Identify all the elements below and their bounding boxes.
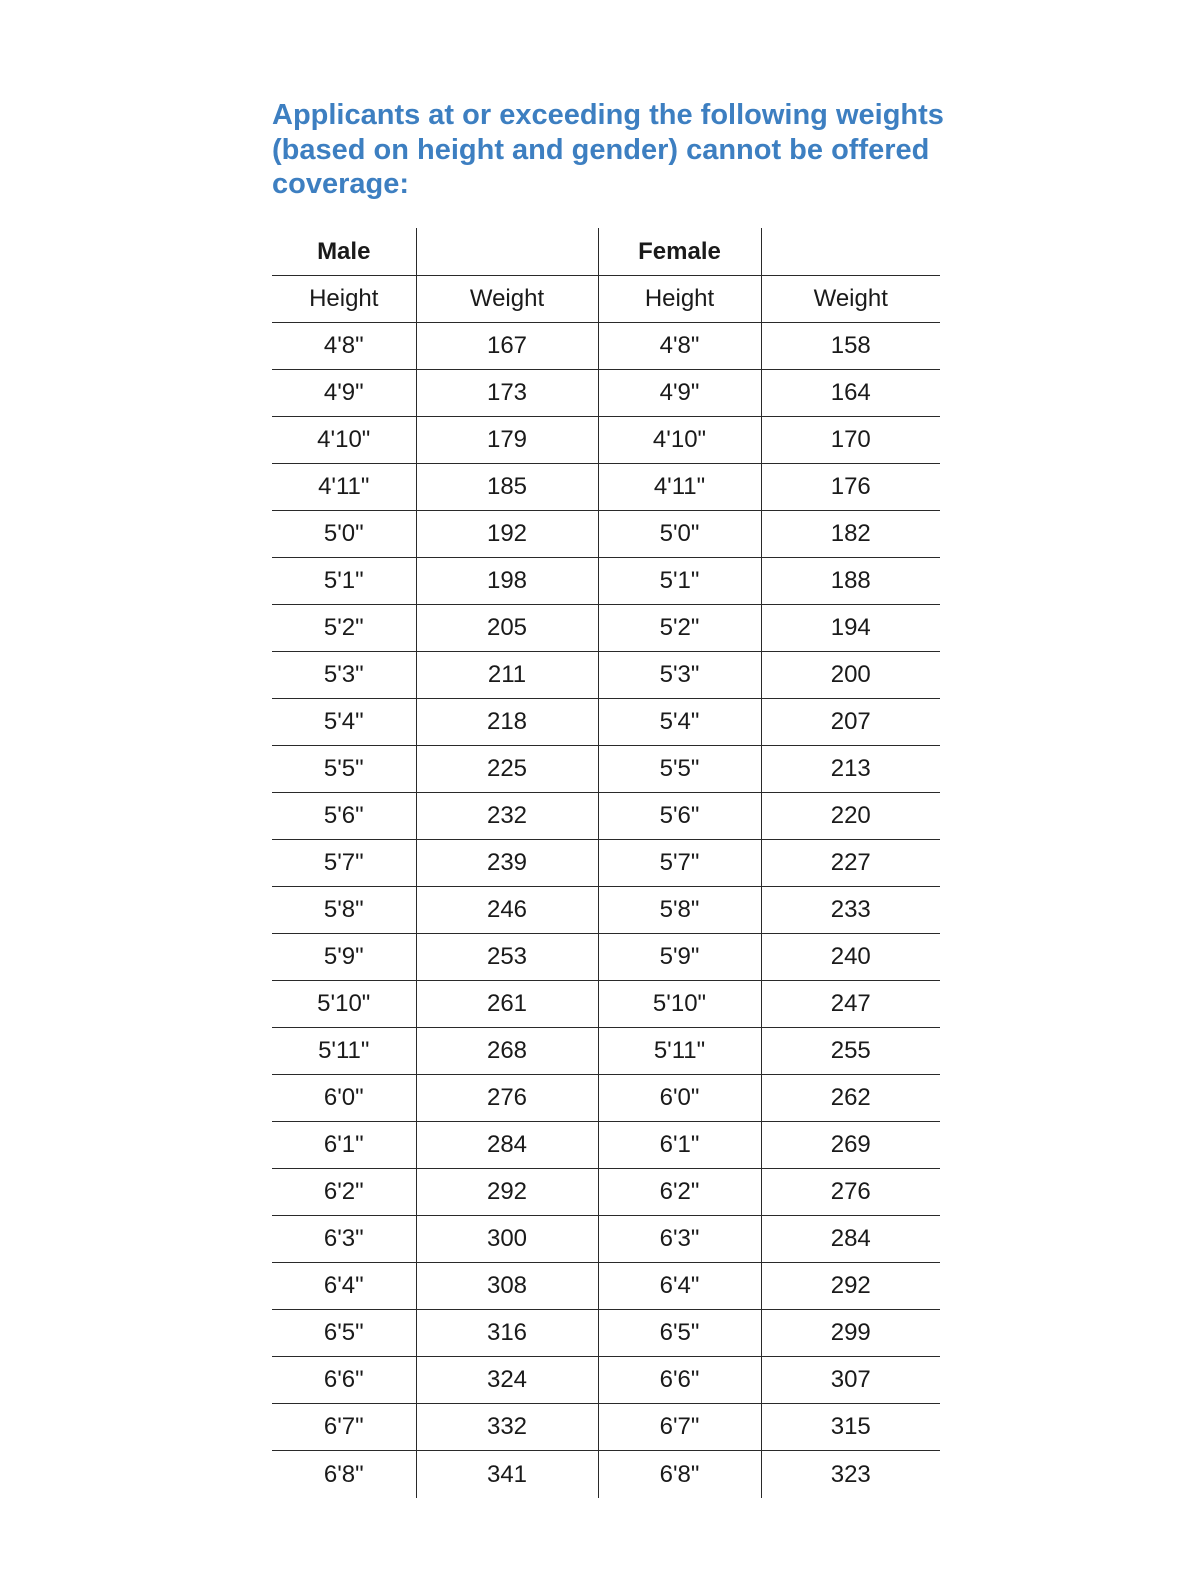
table-row [272,1122,940,1169]
table-row [272,370,940,417]
table-row [272,652,940,699]
female-weight-cell: 292 [761,1263,940,1310]
female-weight-cell: 323 [761,1451,940,1499]
table-row [272,699,940,746]
female-height-cell: 5'6" [598,793,761,840]
male-weight-cell: 239 [416,840,598,887]
male-height-cell: 6'5" [272,1310,416,1357]
female-weight-cell: 299 [761,1310,940,1357]
male-weight-cell: 198 [416,558,598,605]
female-height-cell: 5'0" [598,511,761,558]
male-weight-cell: 173 [416,370,598,417]
height-weight-table [272,228,940,1498]
table-row [272,323,940,370]
male-height-cell: 6'2" [272,1169,416,1216]
male-weight-cell: 316 [416,1310,598,1357]
female-weight-cell: 262 [761,1075,940,1122]
male-height-cell: 6'6" [272,1357,416,1404]
table-row [272,464,940,511]
male-weight-cell: 218 [416,699,598,746]
female-weight-cell: 194 [761,605,940,652]
male-weight-cell: 211 [416,652,598,699]
female-height-cell: 6'4" [598,1263,761,1310]
male-weight-cell: 268 [416,1028,598,1075]
male-weight-cell: 324 [416,1357,598,1404]
male-height-cell: 5'10" [272,981,416,1028]
female-height-cell: 5'9" [598,934,761,981]
female-weight-cell: 170 [761,417,940,464]
female-height-cell: 4'8" [598,323,761,370]
female-height-cell: 5'8" [598,887,761,934]
table-body [272,323,940,1499]
male-height-header: Height [272,276,416,323]
female-height-cell: 5'11" [598,1028,761,1075]
female-height-cell: 6'1" [598,1122,761,1169]
table-row [272,1451,940,1499]
female-weight-cell: 240 [761,934,940,981]
female-weight-cell: 220 [761,793,940,840]
female-height-cell: 5'10" [598,981,761,1028]
table-row [272,558,940,605]
female-weight-cell: 315 [761,1404,940,1451]
male-weight-cell: 192 [416,511,598,558]
female-height-cell: 5'1" [598,558,761,605]
female-group-spacer [761,228,940,276]
female-weight-cell: 307 [761,1357,940,1404]
female-weight-cell: 284 [761,1216,940,1263]
female-weight-cell: 247 [761,981,940,1028]
male-group-spacer [416,228,598,276]
male-height-cell: 5'9" [272,934,416,981]
male-weight-cell: 185 [416,464,598,511]
table-row [272,1404,940,1451]
male-height-cell: 5'6" [272,793,416,840]
female-height-cell: 4'9" [598,370,761,417]
female-height-cell: 6'6" [598,1357,761,1404]
table-row [272,887,940,934]
male-height-cell: 5'4" [272,699,416,746]
female-height-header: Height [598,276,761,323]
male-height-cell: 5'7" [272,840,416,887]
table-row [272,934,940,981]
male-group-header: Male [272,228,416,276]
female-weight-cell: 269 [761,1122,940,1169]
female-weight-header: Weight [761,276,940,323]
male-height-cell: 5'1" [272,558,416,605]
male-weight-cell: 261 [416,981,598,1028]
table-row [272,417,940,464]
gender-header-row [272,228,940,276]
male-weight-cell: 225 [416,746,598,793]
male-weight-cell: 205 [416,605,598,652]
male-height-cell: 5'3" [272,652,416,699]
male-height-cell: 5'8" [272,887,416,934]
male-weight-cell: 308 [416,1263,598,1310]
male-height-cell: 4'10" [272,417,416,464]
male-weight-cell: 332 [416,1404,598,1451]
table-row [272,840,940,887]
table-row [272,1357,940,1404]
male-height-cell: 6'7" [272,1404,416,1451]
female-height-cell: 6'5" [598,1310,761,1357]
female-weight-cell: 200 [761,652,940,699]
male-height-cell: 4'11" [272,464,416,511]
table-row [272,1169,940,1216]
table-row [272,746,940,793]
female-weight-cell: 255 [761,1028,940,1075]
female-weight-cell: 276 [761,1169,940,1216]
male-height-cell: 5'0" [272,511,416,558]
male-weight-cell: 292 [416,1169,598,1216]
female-weight-cell: 188 [761,558,940,605]
male-height-cell: 6'1" [272,1122,416,1169]
female-weight-cell: 233 [761,887,940,934]
table-row [272,1216,940,1263]
table-row [272,1075,940,1122]
female-height-cell: 6'8" [598,1451,761,1499]
female-weight-cell: 227 [761,840,940,887]
table-row [272,605,940,652]
female-weight-cell: 213 [761,746,940,793]
table-row [272,1310,940,1357]
male-weight-cell: 300 [416,1216,598,1263]
table-row [272,1028,940,1075]
table-row [272,981,940,1028]
female-weight-cell: 207 [761,699,940,746]
male-height-cell: 5'5" [272,746,416,793]
female-weight-cell: 158 [761,323,940,370]
male-weight-cell: 253 [416,934,598,981]
male-height-cell: 5'11" [272,1028,416,1075]
female-height-cell: 4'11" [598,464,761,511]
female-height-cell: 5'4" [598,699,761,746]
male-height-cell: 6'3" [272,1216,416,1263]
female-height-cell: 6'3" [598,1216,761,1263]
column-header-row [272,276,940,323]
male-weight-cell: 167 [416,323,598,370]
table-row [272,1263,940,1310]
table-row [272,793,940,840]
female-weight-cell: 176 [761,464,940,511]
male-height-cell: 4'8" [272,323,416,370]
male-height-cell: 6'0" [272,1075,416,1122]
page-heading: Applicants at or exceeding the following weights (based on height and gender) cannot be offered coverage: [272,99,944,200]
male-weight-cell: 232 [416,793,598,840]
female-height-cell: 6'7" [598,1404,761,1451]
female-weight-cell: 164 [761,370,940,417]
height-weight-table-container [272,228,940,1498]
female-group-header: Female [598,228,761,276]
male-weight-header: Weight [416,276,598,323]
male-height-cell: 6'4" [272,1263,416,1310]
female-height-cell: 5'5" [598,746,761,793]
male-weight-cell: 179 [416,417,598,464]
female-height-cell: 5'7" [598,840,761,887]
female-weight-cell: 182 [761,511,940,558]
female-height-cell: 6'0" [598,1075,761,1122]
female-height-cell: 4'10" [598,417,761,464]
male-weight-cell: 276 [416,1075,598,1122]
male-height-cell: 5'2" [272,605,416,652]
male-weight-cell: 284 [416,1122,598,1169]
female-height-cell: 5'2" [598,605,761,652]
female-height-cell: 6'2" [598,1169,761,1216]
female-height-cell: 5'3" [598,652,761,699]
male-height-cell: 6'8" [323,1460,364,1488]
table-row [272,511,940,558]
male-height-cell: 4'9" [272,370,416,417]
male-weight-cell: 341 [416,1451,598,1499]
male-weight-cell: 246 [416,887,598,934]
